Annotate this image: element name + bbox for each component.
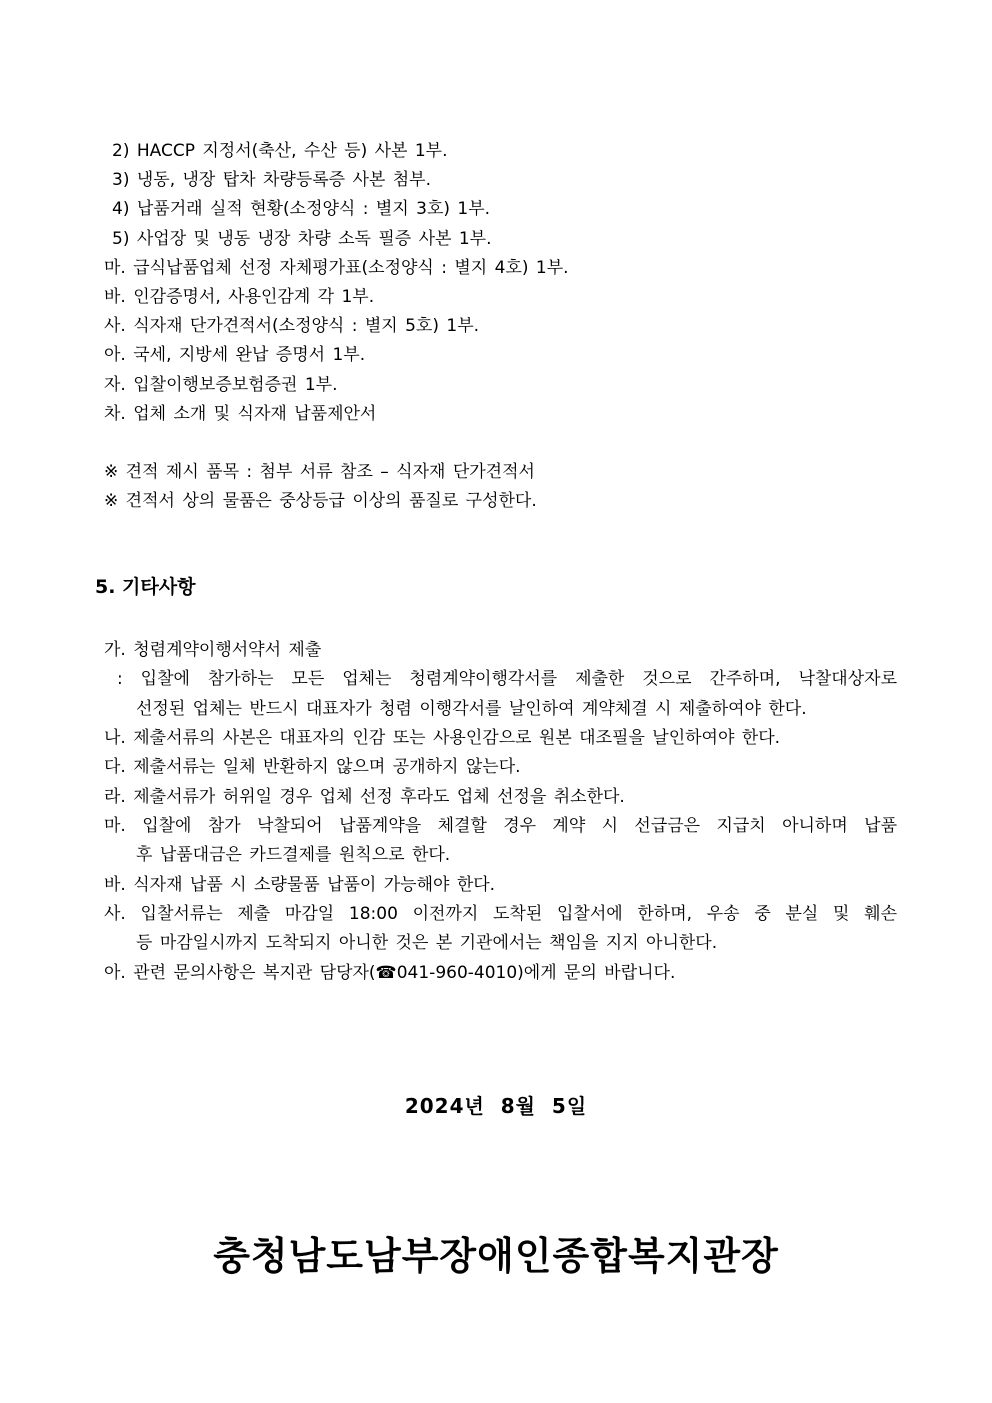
document-date: 2024년 8월 5일 xyxy=(404,1094,588,1118)
section-line: 바. 식자재 납품 시 소량물품 납품이 가능해야 한다. xyxy=(104,875,496,895)
note-line: ※ 견적서 상의 물품은 중상등급 이상의 품질로 구성한다. xyxy=(104,491,537,511)
list-item: 차. 업체 소개 및 식자재 납품제안서 xyxy=(104,404,377,424)
list-item: 바. 인감증명서, 사용인감계 각 1부. xyxy=(104,287,375,307)
list-item: 자. 입찰이행보증보험증권 1부. xyxy=(104,375,338,395)
list-item: 4) 납품거래 실적 현황(소정양식 : 별지 3호) 1부. xyxy=(112,199,491,219)
list-item: 마. 급식납품업체 선정 자체평가표(소정양식 : 별지 4호) 1부. xyxy=(104,258,569,278)
section-line: 가. 청렴계약이행서약서 제출 xyxy=(104,640,322,660)
list-item: 3) 냉동, 냉장 탑차 차량등록증 사본 첨부. xyxy=(112,170,432,190)
section-line: 선정된 업체는 반드시 대표자가 청렴 이행각서를 날인하여 계약체결 시 제출하여야 한다. xyxy=(136,699,807,719)
section-heading: 5. 기타사항 xyxy=(95,576,196,598)
list-item: 아. 국세, 지방세 완납 증명서 1부. xyxy=(104,345,366,365)
list-item: 5) 사업장 및 냉동 냉장 차량 소독 필증 사본 1부. xyxy=(112,229,492,249)
note-line: ※ 견적 제시 품목 : 첨부 서류 참조 – 식자재 단가견적서 xyxy=(104,462,535,482)
section-line: : 입찰에 참가하는 모든 업체는 청렴계약이행각서를 제출한 것으로 간주하며, 낙찰대상자로 xyxy=(117,669,897,689)
section-line: 나. 제출서류의 사본은 대표자의 인감 또는 사용인감으로 원본 대조필을 날인하여야 한다. xyxy=(104,728,781,748)
section-line: 후 납품대금은 카드결제를 원칙으로 한다. xyxy=(136,845,451,865)
list-item: 사. 식자재 단가견적서(소정양식 : 별지 5호) 1부. xyxy=(104,316,480,336)
list-item: 2) HACCP 지정서(축산, 수산 등) 사본 1부. xyxy=(112,141,448,161)
section-line: 등 마감일시까지 도착되지 아니한 것은 본 기관에서는 책임을 지지 아니한다. xyxy=(136,933,718,953)
organization-name: 충청남도남부장애인종합복지관장 xyxy=(213,1234,779,1278)
section-line: 아. 관련 문의사항은 복지관 담당자(☎041-960-4010)에게 문의 바랍니다. xyxy=(104,963,676,983)
section-line: 마. 입찰에 참가 낙찰되어 납품계약을 체결할 경우 계약 시 선급금은 지급치 아니하며 납품 xyxy=(104,816,897,836)
section-line: 사. 입찰서류는 제출 마감일 18:00 이전까지 도착된 입찰서에 한하며, 우송 중 분실 및 훼손 xyxy=(104,904,897,924)
section-line: 라. 제출서류가 허위일 경우 업체 선정 후라도 업체 선정을 취소한다. xyxy=(104,787,625,807)
section-line: 다. 제출서류는 일체 반환하지 않으며 공개하지 않는다. xyxy=(104,757,521,777)
